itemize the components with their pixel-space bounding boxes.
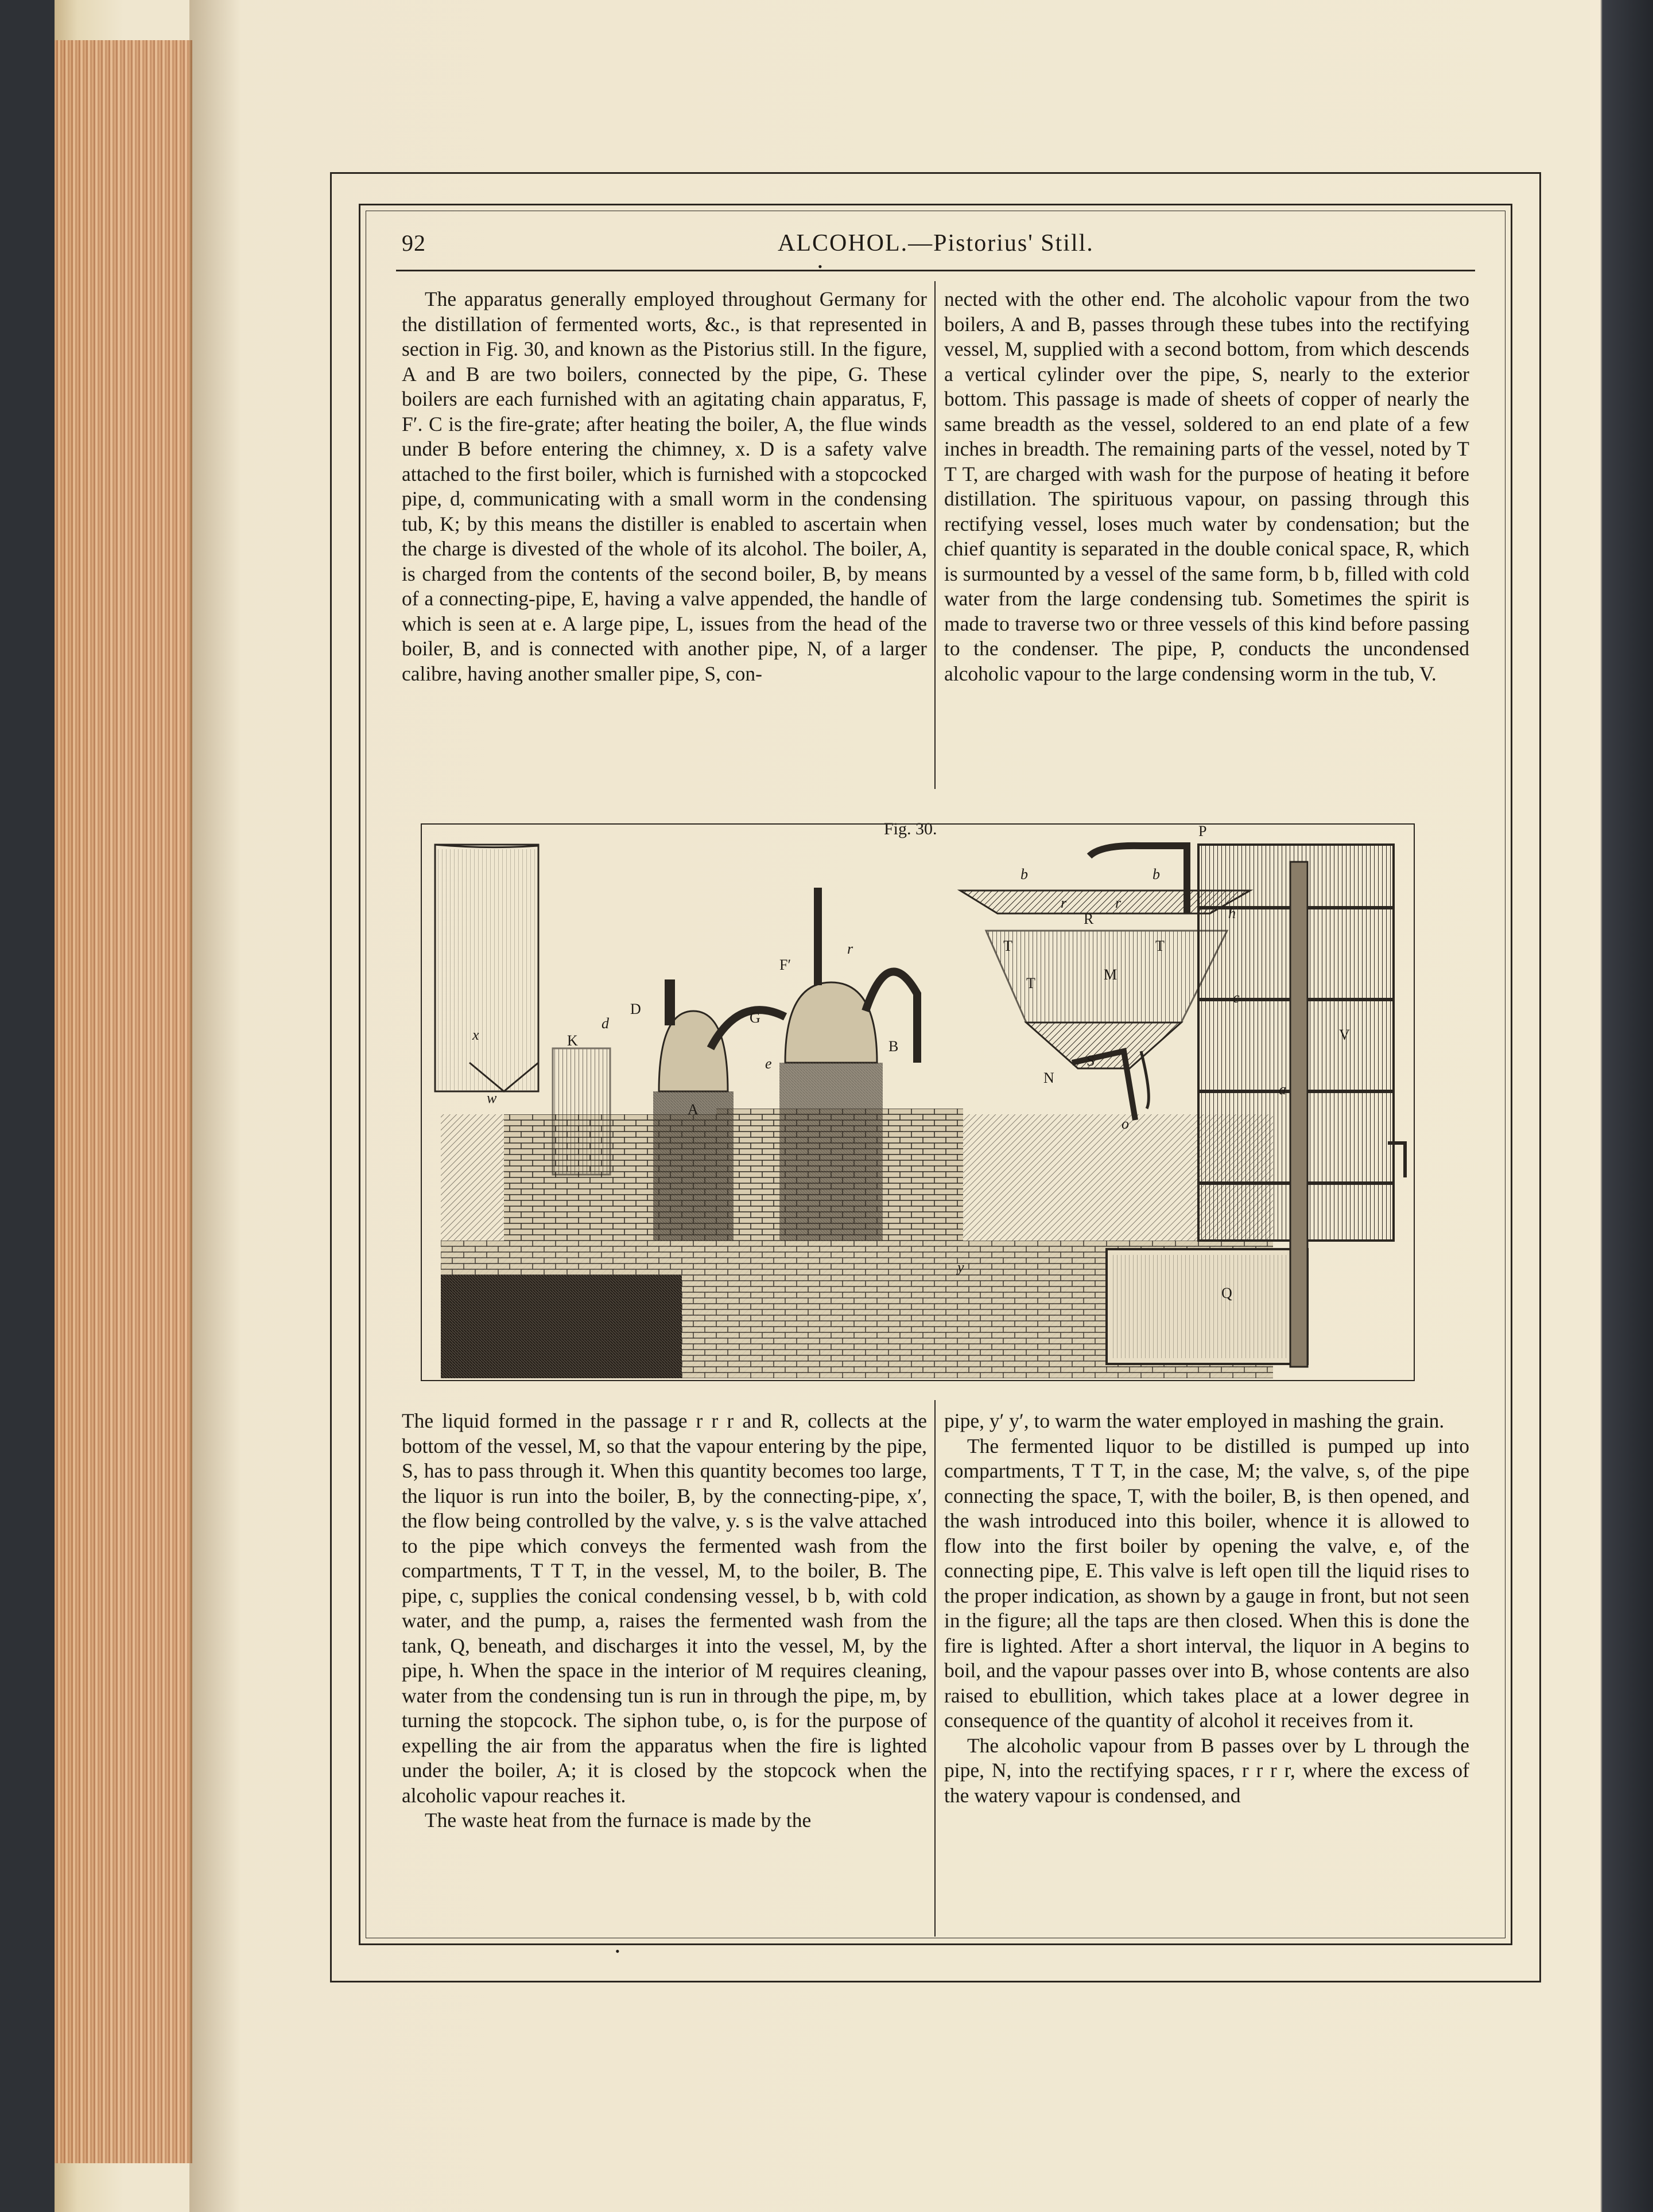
figure-label: P	[1198, 823, 1207, 839]
figure-label: S	[1087, 1052, 1095, 1069]
lower-left-column	[402, 1409, 927, 1833]
upper-left-column	[402, 287, 927, 686]
figure-label: B	[888, 1038, 899, 1055]
figure-label: x	[472, 1027, 479, 1043]
figure-label: G	[750, 1009, 760, 1026]
paragraph: The apparatus generally employed throughout Germany for the distillation of fermented worts, &c., is that represented in section in Fig. 30, and known as the Pistorius still. In the figure, A and B are two boilers, connected by the pipe, G. These boilers are each furnished with an agitating chain apparatus, F, F′. C is the fire-grate; after heating the boiler, A, the flue winds under B before entering the chimney, x. D is a safety valve attached to the first boiler, which is furnished with a stopcocked pipe, d, communicating with a small worm in the condensing tub, K; by this means the distiller is enabled to ascertain when the charge is divested of the whole of its alcohol. The boiler, A, is charged from the contents of the second boiler, B, by means of a connecting-pipe, E, having a valve appended, the handle of which is seen at e. A large pipe, L, issues from the head of the boiler, B, and is connected with another pipe, N, of a larger calibre, having another smaller pipe, S, con-	[402, 287, 927, 685]
column-divider-upper	[934, 281, 936, 789]
figure-label: T	[1003, 938, 1012, 954]
figure-label: y	[957, 1259, 964, 1276]
figure-caption: Fig. 30.	[884, 819, 937, 838]
figure-label: F′	[779, 957, 791, 973]
figure-label: r	[1115, 895, 1122, 911]
header-rule	[396, 270, 1475, 271]
figure-label: h	[1228, 905, 1236, 922]
figure-label: o	[1122, 1115, 1129, 1132]
figure-label: w	[487, 1090, 497, 1106]
ornament-dot: •	[818, 259, 822, 274]
figure-label: e	[765, 1055, 772, 1072]
paragraph: nected with the other end. The alcoholic vapour from the two boilers, A and B, passes through these tubes into the rectifying vessel, M, supplied with a second bottom, from which descends a vertical cylinder over the pipe, S, nearly to the exterior bottom. This passage is made of sheets of copper of nearly the same breadth as the vessel, soldered to an end plate of a few inches in breadth. The remaining parts of the vessel, noted by T T T, are charged with wash for the purpose of heating it before distillation. The spirituous vapour, on passing through this rectifying vessel, loses much water by condensation; but the chief quantity is separated in the double conical space, R, which is surmounted by a vessel of the same form, b b, filled with cold water from the large condensing tub. Sometimes the spirit is made to traverse two or three vessels of this kind before passing to the condenser. The pipe, P, conducts the uncondensed alcoholic vapour to the large condensing worm in the tub, V.	[944, 287, 1469, 685]
figure-label: V	[1339, 1027, 1350, 1043]
upper-right-column	[944, 287, 1469, 686]
figure-label: r	[1061, 895, 1067, 911]
figure-30-still-engraving	[418, 822, 1418, 1384]
paragraph: The alcoholic vapour from B passes over by L through the pipe, N, into the rectifying spaces, r r r r, where the excess of the watery vapour is condensed, and	[944, 1733, 1469, 1807]
engraving-illustration	[418, 822, 1418, 1384]
figure-label: c	[1233, 989, 1240, 1006]
gutter-shadow	[189, 0, 241, 2212]
figure-label: K	[567, 1032, 578, 1049]
paragraph: The liquid formed in the passage r r r and R, collects at the bottom of the vessel, M, so that the vapour entering by the pipe, S, has to pass through it. When this quantity becomes too large, the liquor is run into the boiler, B, by the connecting-pipe, x′, the flow being controlled by the valve, y. s is the valve attached to the pipe which conveys the fermented wash from the compartments, T T T, in the vessel, M, to the boiler, B. The pipe, c, supplies the conical condensing vessel, b b, with cold water, and the pump, a, raises the fermented wash from the tank, Q, beneath, and discharges it into the vessel, M, by the pipe, h. When the space in the interior of M requires cleaning, water from the condensing tun is run in through the pipe, m, by turning the stopcock. The siphon tube, o, is for the purpose of expelling the air from the apparatus when the fire is lighted under the boiler, A; it is closed by the stopcock when the alcoholic vapour reaches it.	[402, 1409, 927, 1807]
paragraph: The waste heat from the furnace is made by the	[425, 1809, 812, 1832]
figure-label: a	[1279, 1081, 1286, 1098]
figure-label: R	[1084, 911, 1094, 927]
figure-label: T	[1026, 975, 1035, 992]
figure-label: T	[1155, 938, 1165, 954]
figure-label: Q	[1221, 1285, 1232, 1301]
figure-label: d	[602, 1015, 609, 1032]
figure-label: A	[688, 1101, 699, 1118]
ornament-dot: •	[615, 1944, 620, 1958]
figure-label: b	[1020, 866, 1028, 883]
figure-label: N	[1043, 1070, 1054, 1086]
paragraph: The fermented liquor to be distilled is pumped up into compartments, T T T, in the case, M; the valve, s, of the pipe connecting the space, T, with the boiler, B, is then opened, and the wash introduced into this boiler, whence it is allowed to flow into the first boiler by opening the valve, e, of the connecting pipe, E. This valve is left open till the liquid rises to the proper indication, as shown by a gauge in front, but not seen in the figure; all the taps are then closed. When this is done the fire is lighted. After a short interval, the liquor in A begins to boil, and the vapour passes over into B, whose contents are also raised to ebullition, which takes place at a lower degree in consequence of the quantity of alcohol it receives from it.	[944, 1434, 1469, 1732]
figure-label: b	[1153, 866, 1160, 883]
figure-label: M	[1104, 966, 1117, 983]
running-head: ALCOHOL.—Pistorius' Still.	[778, 230, 1094, 256]
paragraph: pipe, y′ y′, to warm the water employed in mashing the grain.	[944, 1409, 1445, 1432]
page-number: 92	[402, 230, 426, 256]
figure-label: D	[630, 1001, 641, 1017]
book-cover-edge	[1590, 0, 1653, 2212]
figure-label: r	[847, 940, 853, 957]
column-divider-lower	[934, 1400, 936, 1937]
lower-right-column	[944, 1409, 1469, 1808]
page-edges	[55, 40, 192, 2163]
